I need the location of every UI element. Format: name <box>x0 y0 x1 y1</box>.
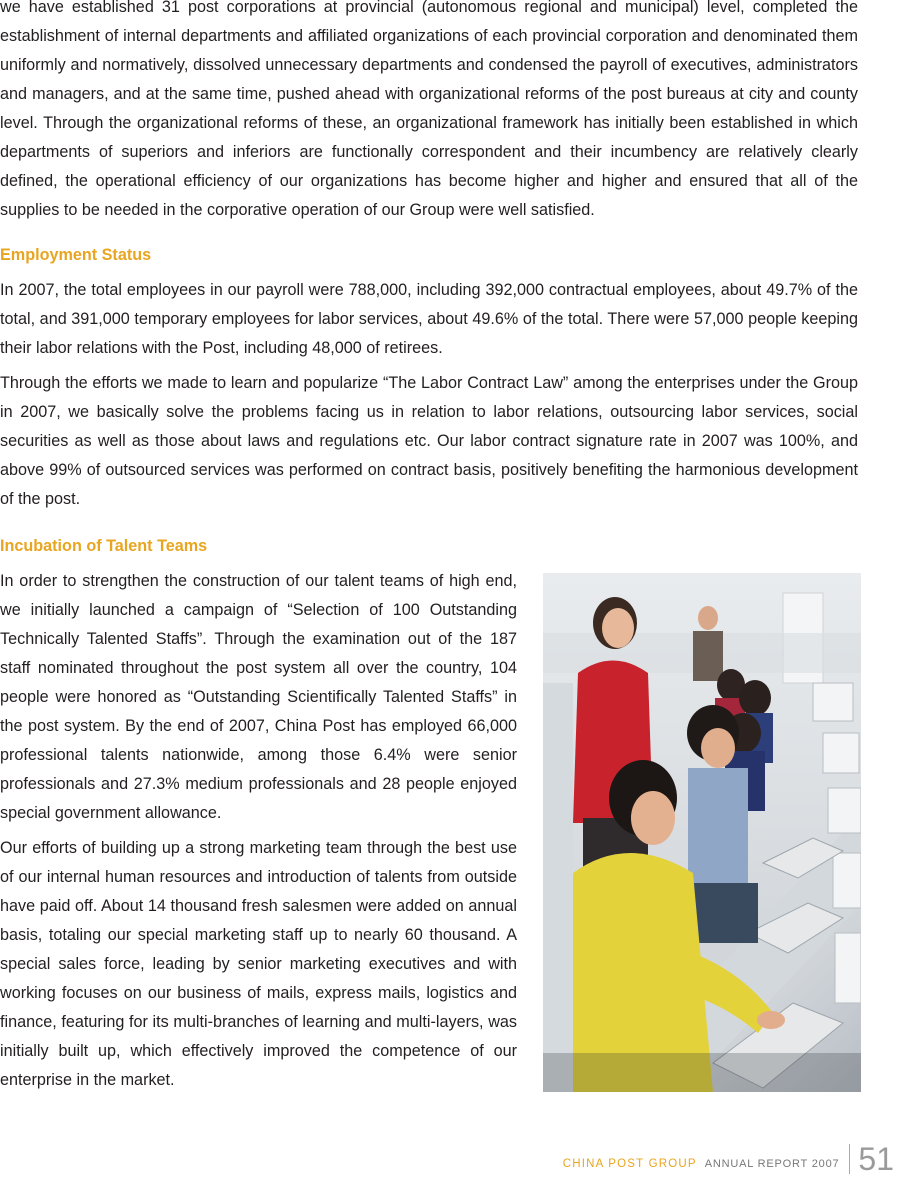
office-workers-photo <box>543 573 861 1092</box>
page-number: 51 <box>858 1141 894 1177</box>
talent-paragraph-2: Our efforts of building up a strong marketing team through the best use of our internal human resources and introduction of talents from outside have paid off. About 14 thousand fresh salesmen were added on annual basis, totaling our special marketing staff up to nearly 60 thousand. A special sales force, leading by senior marketing executives and with working focuses on our business of mails, express mails, logistics and finance, featuring for its multi-branches of learning and multi-layers, was initially built up, which effectively improved the competence of our enterprise in the market. <box>0 839 517 1089</box>
intro-section <box>0 0 858 231</box>
employment-heading: Employment Status <box>0 246 152 264</box>
talent-paragraph-1: In order to strengthen the construction of our talent teams of high end, we initially launched a campaign of “Selection of 100 Outstanding Technically Talented Staffs”. Through the examination out of the 187 staff nominated throughout the post system all over the country, 104 people were honored as “Outstanding Scientifically Talented Staffs” in the post system. By the end of 2007, China Post has employed 66,000 professional talents nationwide, among those 6.4% were senior professionals and 27.3% medium professionals and 28 people enjoyed special government allowance. <box>0 572 517 822</box>
page-footer <box>562 1141 900 1177</box>
photo-illustration <box>543 573 861 1092</box>
footer-report-title: ANNUAL REPORT 2007 <box>704 1158 840 1170</box>
intro-paragraph: we have established 31 post corporations at provincial (autonomous regional and municipal) level, completed the establishment of internal departments and affiliated organizations of each provincial corporation and denominated them uniformly and normatively, dissolved unnecessary departments and condensed the payroll of executives, administrators and managers, and at the same time, pushed ahead with organizational reforms of the post bureaus at city and county level. Through the organizational reforms of these, an organizational framework has initially been established in which departments of superiors and inferiors are functionally correspondent and their incumbency are relatively clearly defined, the operational efficiency of our organizations has become higher and higher and ensured that all of the supplies to be needed in the corporative operation of our Group were well satisfied. <box>0 0 858 219</box>
footer-brand: CHINA POST GROUP <box>562 1158 697 1170</box>
talent-section <box>0 567 517 1101</box>
talent-heading: Incubation of Talent Teams <box>0 537 208 555</box>
employment-paragraph-2: Through the efforts we made to learn and popularize “The Labor Contract Law” among the enterprises under the Group in 2007, we basically solve the problems facing us in relation to labor relations, outsourcing labor services, social securities as well as those about laws and regulations etc. Our labor contract signature rate in 2007 was 100%, and above 99% of outsourced services was performed on contract basis, positively benefiting the harmonious development of the post. <box>0 374 858 508</box>
footer-divider <box>849 1144 850 1174</box>
employment-paragraph-1: In 2007, the total employees in our payroll were 788,000, including 392,000 contractual employees, about 49.7% of the total, and 391,000 temporary employees for labor services, about 49.6% of the total. There were 57,000 people keeping their labor relations with the Post, including 48,000 of retirees. <box>0 281 858 357</box>
employment-section <box>0 276 858 520</box>
